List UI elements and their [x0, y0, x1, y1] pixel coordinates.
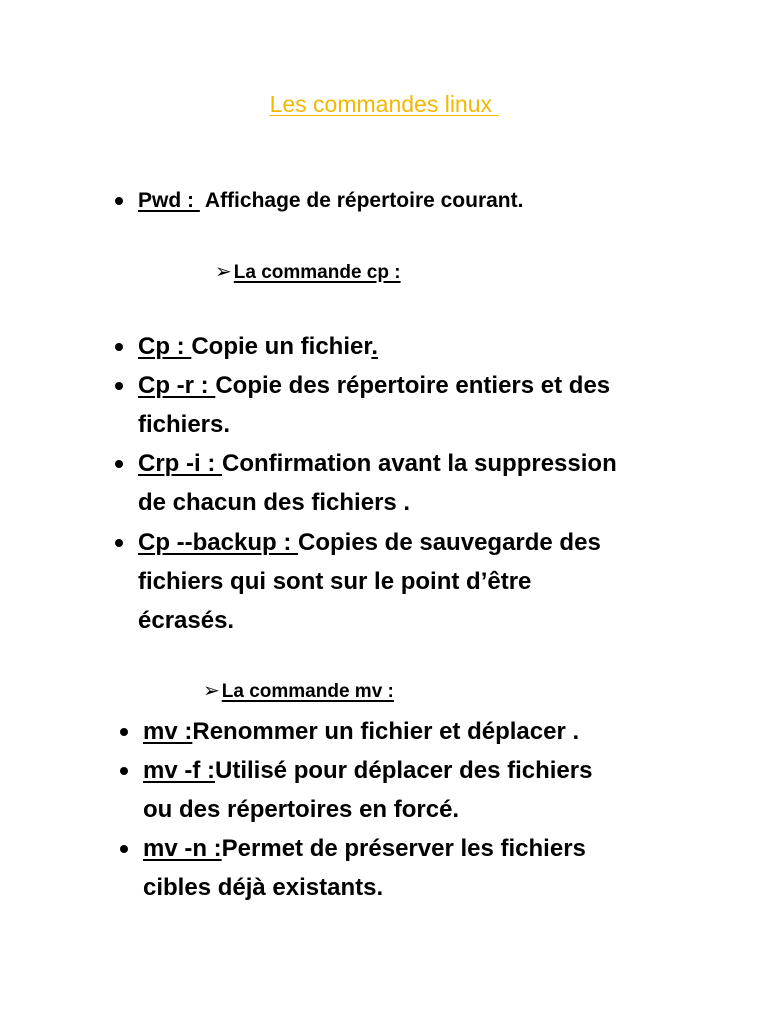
command-mv: mv :: [143, 718, 193, 745]
list-item-pwd: [138, 186, 523, 216]
list-item-cp-r: [138, 366, 610, 444]
command-cp-backup: Cp --backup :: [138, 529, 298, 556]
list-item-cp-backup: [138, 523, 601, 640]
command-cp-r: Cp -r :: [138, 372, 216, 399]
list-item-mv-f: [143, 751, 592, 829]
description-cp-r-line1: Copie des répertoire entiers et des: [215, 372, 611, 399]
bullet-pwd: [115, 197, 123, 205]
bullet-crp-i: [115, 460, 123, 468]
description-crp-i-line1: Confirmation avant la suppression: [222, 450, 617, 477]
description-mv-n-line1: Permet de préserver les fichiers: [221, 835, 586, 862]
arrow-icon: ➢: [215, 261, 232, 283]
bullet-mv: [120, 728, 128, 736]
description-cp-period: .: [371, 333, 379, 360]
page-title: Les commandes linux: [269, 91, 499, 117]
description-mv-f-line1: Utilisé pour déplacer des fichiers: [215, 757, 593, 784]
description-mv-n-line2: cibles déjà existants.: [143, 874, 384, 901]
description-crp-i-line2: de chacun des fichiers .: [138, 489, 411, 516]
list-item-mv-n: [143, 829, 586, 907]
section-label-mv: La commande mv :: [221, 681, 394, 702]
command-cp: Cp :: [138, 333, 192, 360]
section-heading-mv: [203, 677, 394, 706]
list-item-crp-i: [138, 444, 617, 522]
bullet-mv-f: [120, 767, 128, 775]
description-mv-f-line2: ou des répertoires en forcé.: [143, 796, 460, 823]
description-cp-r-line2: fichiers.: [138, 411, 231, 438]
description-cp-backup-line1: Copies de sauvegarde des: [298, 529, 601, 556]
command-mv-n: mv -n :: [143, 835, 222, 862]
command-mv-f: mv -f :: [143, 757, 215, 784]
description-pwd: Affichage de répertoire courant.: [199, 189, 524, 212]
bullet-cp-r: [115, 382, 123, 390]
list-item-cp: [138, 327, 378, 366]
bullet-cp: [115, 343, 123, 351]
description-cp: Copie un fichier: [191, 333, 372, 360]
description-cp-backup-line2: fichiers qui sont sur le point d’être: [138, 568, 532, 595]
list-item-mv: [143, 712, 579, 751]
command-pwd: Pwd :: [138, 189, 200, 212]
bullet-cp-backup: [115, 539, 123, 547]
section-heading-cp: [215, 258, 401, 287]
arrow-icon: ➢: [203, 680, 220, 702]
description-mv: Renommer un fichier et déplacer .: [192, 718, 580, 745]
command-crp-i: Crp -i :: [138, 450, 222, 477]
description-cp-backup-line3: écrasés.: [138, 607, 235, 634]
section-label-cp: La commande cp :: [233, 262, 401, 283]
bullet-mv-n: [120, 845, 128, 853]
